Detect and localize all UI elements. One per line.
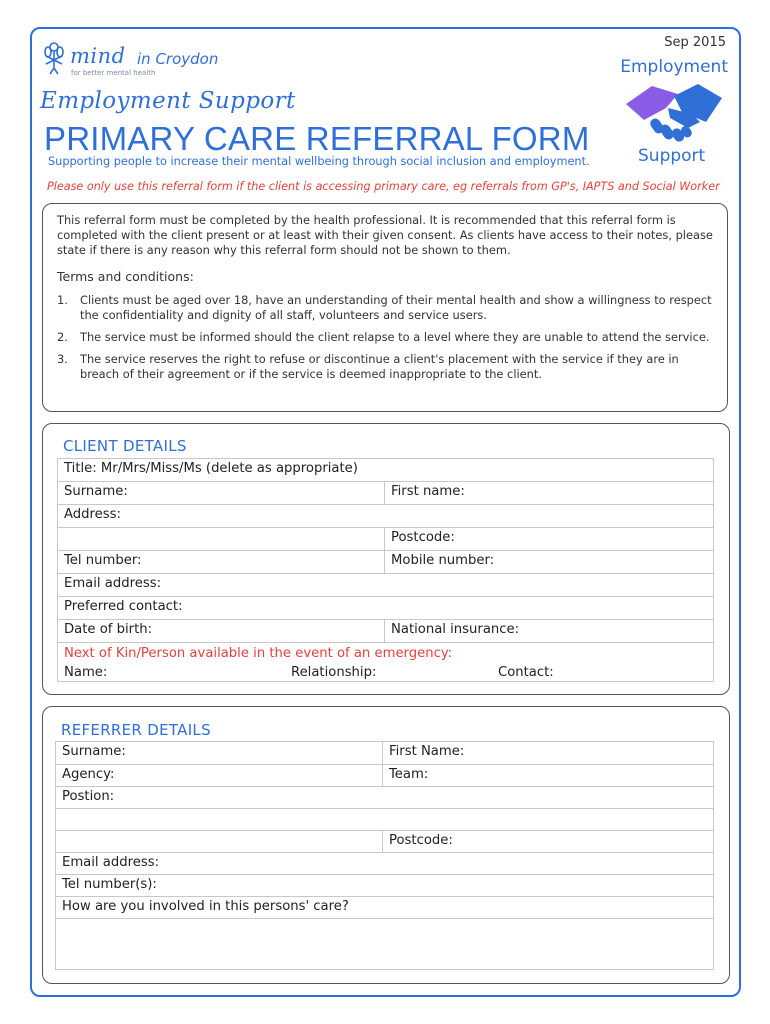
referrer-agency-field[interactable]: Agency: <box>62 767 115 782</box>
referrer-address-line-2[interactable] <box>56 831 382 852</box>
referrer-team-field[interactable]: Team: <box>382 765 713 786</box>
badge-support-label: Support <box>638 146 706 166</box>
nok-name-label: Name: <box>64 665 108 680</box>
next-of-kin-field[interactable] <box>58 642 713 682</box>
client-details-section <box>42 423 730 695</box>
referrer-details-section <box>42 706 730 984</box>
client-address-line-2[interactable] <box>58 528 384 550</box>
terms-heading: Terms and conditions: <box>57 269 194 284</box>
next-of-kin-heading: Next of Kin/Person available in the event of an emergency: <box>64 646 453 661</box>
client-surname-field[interactable]: Surname: <box>64 484 128 499</box>
referrer-surname-field[interactable]: Surname: <box>62 744 126 759</box>
page-title: PRIMARY CARE REFERRAL FORM <box>44 120 590 157</box>
handshake-icon <box>622 78 726 148</box>
client-ni-field[interactable]: National insurance: <box>384 620 713 642</box>
referrer-address-line[interactable] <box>56 808 713 830</box>
client-email-field[interactable]: Email address: <box>58 573 713 596</box>
client-first-name-field[interactable]: First name: <box>384 482 713 504</box>
referral-warning: Please only use this referral form if the client is accessing primary care, eg referrals from GP's, IAPTS and Social Worker <box>47 180 720 193</box>
referrer-position-field[interactable]: Postion: <box>56 786 713 808</box>
page-subtitle: Supporting people to increase their mental wellbeing through social inclusion and employment. <box>48 155 590 168</box>
client-details-grid <box>57 458 714 682</box>
employment-support-script-title: Employment Support <box>40 88 296 114</box>
intro-paragraph: This referral form must be completed by the health professional. It is recommended that this referral form is completed with the client present or at least with their given consent. As clients have access to their notes, please state if there is any reason why this referral form should not be shown to them. <box>57 213 713 257</box>
referrer-first-name-field[interactable]: First Name: <box>382 742 713 764</box>
logo-word: mind <box>70 44 126 68</box>
badge-employment-label: Employment <box>620 57 728 77</box>
form-date: Sep 2015 <box>664 35 726 50</box>
client-title-field[interactable]: Title: Mr/Mrs/Miss/Ms (delete as appropriate) <box>58 458 713 481</box>
referrer-involvement-field[interactable]: How are you involved in this persons' care? <box>56 896 713 918</box>
referrer-email-field[interactable]: Email address: <box>56 852 713 874</box>
referrer-postcode-field[interactable]: Postcode: <box>382 831 713 852</box>
client-details-title: CLIENT DETAILS <box>63 437 187 455</box>
referrer-details-title: REFERRER DETAILS <box>61 721 211 739</box>
logo-tagline: for better mental health <box>71 69 156 77</box>
referrer-involvement-answer[interactable] <box>56 918 713 970</box>
client-mobile-field[interactable]: Mobile number: <box>384 551 713 573</box>
client-preferred-contact-field[interactable]: Preferred contact: <box>58 596 713 619</box>
logo-city: in Croydon <box>137 50 219 68</box>
terms-box <box>42 203 728 412</box>
terms-list <box>57 293 713 382</box>
terms-item: 2. The service must be informed should the client relapse to a level where they are unable to attend the service. <box>57 330 710 344</box>
referrer-details-grid <box>55 741 714 970</box>
client-address-field[interactable]: Address: <box>58 504 713 527</box>
client-tel-field[interactable]: Tel number: <box>64 553 142 568</box>
mind-logo <box>40 38 270 80</box>
referrer-tel-field[interactable]: Tel number(s): <box>56 874 713 896</box>
mind-logo-icon <box>40 38 68 78</box>
client-postcode-field[interactable]: Postcode: <box>384 528 713 550</box>
nok-relationship-label: Relationship: <box>291 665 377 680</box>
terms-item: 1. Clients must be aged over 18, have an understanding of their mental health and show a willingness to respect the confidentiality and dignity of all staff, volunteers and service users. <box>57 293 712 322</box>
terms-item: 3. The service reserves the right to refuse or discontinue a client's placement with the service if they are in breach of their agreement or if the service is deemed inappropriate to the client. <box>57 352 679 381</box>
nok-contact-label: Contact: <box>498 665 554 680</box>
client-dob-field[interactable]: Date of birth: <box>64 622 153 637</box>
